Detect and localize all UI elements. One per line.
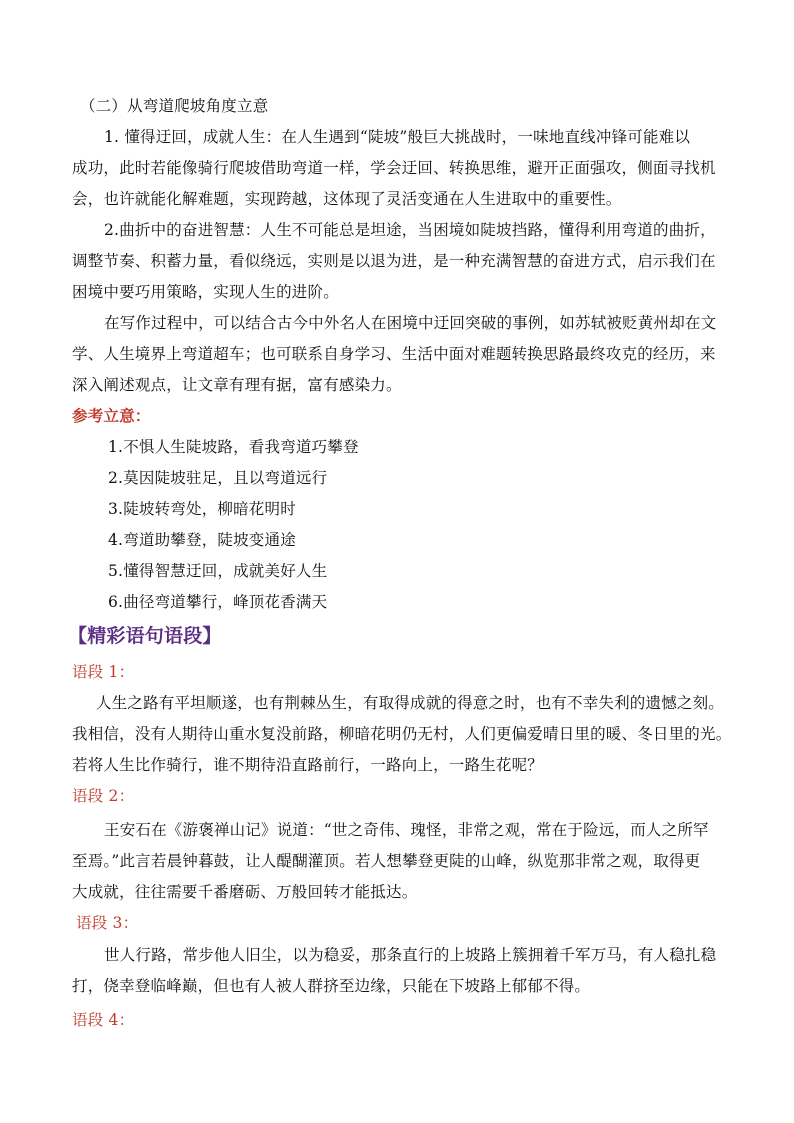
excellent-heading: 【精彩语句语段】 <box>68 625 222 647</box>
segment4-label: 语段 4： <box>72 1011 135 1029</box>
reference-item-2: 2.莫因陡坡驻足，且以弯道远行 <box>108 469 328 487</box>
segment1-line2: 我相信，没有人期待山重水复没前路，柳暗花明仍无村，人们更偏爱晴日里的暖、冬日里的光。 <box>72 725 732 743</box>
segment2-label: 语段 2： <box>72 787 135 805</box>
segment1-label: 语段 1： <box>72 663 135 681</box>
segment3-line2: 打，侥幸登临峰巅，但也有人被人群挤至边缘，只能在下坡路上郁郁不得。 <box>72 977 591 995</box>
reference-item-6: 6.曲径弯道攀行，峰顶花香满天 <box>108 593 328 611</box>
segment2-line3: 大成就，往往需要千番磨砺、万般回转才能抵达。 <box>72 883 418 901</box>
reference-item-5: 5.懂得智慧迂回，成就美好人生 <box>108 562 328 580</box>
segment3-line1: 世人行路，常步他人旧尘，以为稳妥，那条直行的上坡路上簇拥着千军万马，有人稳扎稳 <box>104 946 717 964</box>
para3-line2: 学、人生境界上弯道超车；也可联系自身学习、生活中面对难题转换思路最终攻克的经历，来 <box>72 345 716 363</box>
reference-item-1: 1.不惧人生陡坡路，看我弯道巧攀登 <box>108 438 359 456</box>
segment1-line1: 人生之路有平坦顺遂，也有荆棘丛生，有取得成就的得意之时，也有不幸失利的遗憾之刻。 <box>96 694 725 712</box>
para2-line1: 2.曲折中的奋进智慧：人生不可能总是坦途，当困境如陡坡挡路，懂得利用弯道的曲折， <box>104 221 716 239</box>
para2-line2: 调整节奏、积蓄力量，看似绕远，实则是以退为进，是一种充满智慧的奋进方式，启示我们在 <box>72 252 716 270</box>
para3-line3: 深入阐述观点，让文章有理有据，富有感染力。 <box>72 376 402 394</box>
para1-line2: 成功，此时若能像骑行爬坡借助弯道一样，学会迂回、转换思维，避开正面强攻，侧面寻找机 <box>72 159 716 177</box>
para3-line1: 在写作过程中，可以结合古今中外名人在困境中迂回突破的事例，如苏轼被贬黄州却在文 <box>104 314 717 332</box>
segment3-label: 语段 3： <box>76 914 139 932</box>
segment1-line3: 若将人生比作骑行，谁不期待沿直路前行，一路向上，一路生花呢？ <box>72 756 544 774</box>
para1-line3: 会，也许就能化解难题，实现跨越，这体现了灵活变通在人生进取中的重要性。 <box>72 190 622 208</box>
reference-label: 参考立意： <box>72 406 151 425</box>
para2-line3: 困境中要巧用策略，实现人生的进阶。 <box>72 283 339 301</box>
reference-item-3: 3.陡坡转弯处，柳暗花明时 <box>108 500 296 518</box>
segment2-line1: 王安石在《游褒禅山记》说道：“世之奇伟、瑰怪，非常之观，常在于险远，而人之所罕 <box>104 821 709 839</box>
reference-item-4: 4.弯道助攀登，陡坡变通途 <box>108 531 296 549</box>
para1-line1: 1. 懂得迂回，成就人生：在人生遇到“陡坡”般巨大挑战时，一味地直线冲锋可能难以 <box>104 128 691 146</box>
section-title: （二）从弯道爬坡角度立意 <box>80 97 269 115</box>
segment2-line2: 至焉。”此言若晨钟暮鼓，让人醍醐灌顶。若人想攀登更陡的山峰，纵览那非常之观，取得更 <box>72 852 701 870</box>
